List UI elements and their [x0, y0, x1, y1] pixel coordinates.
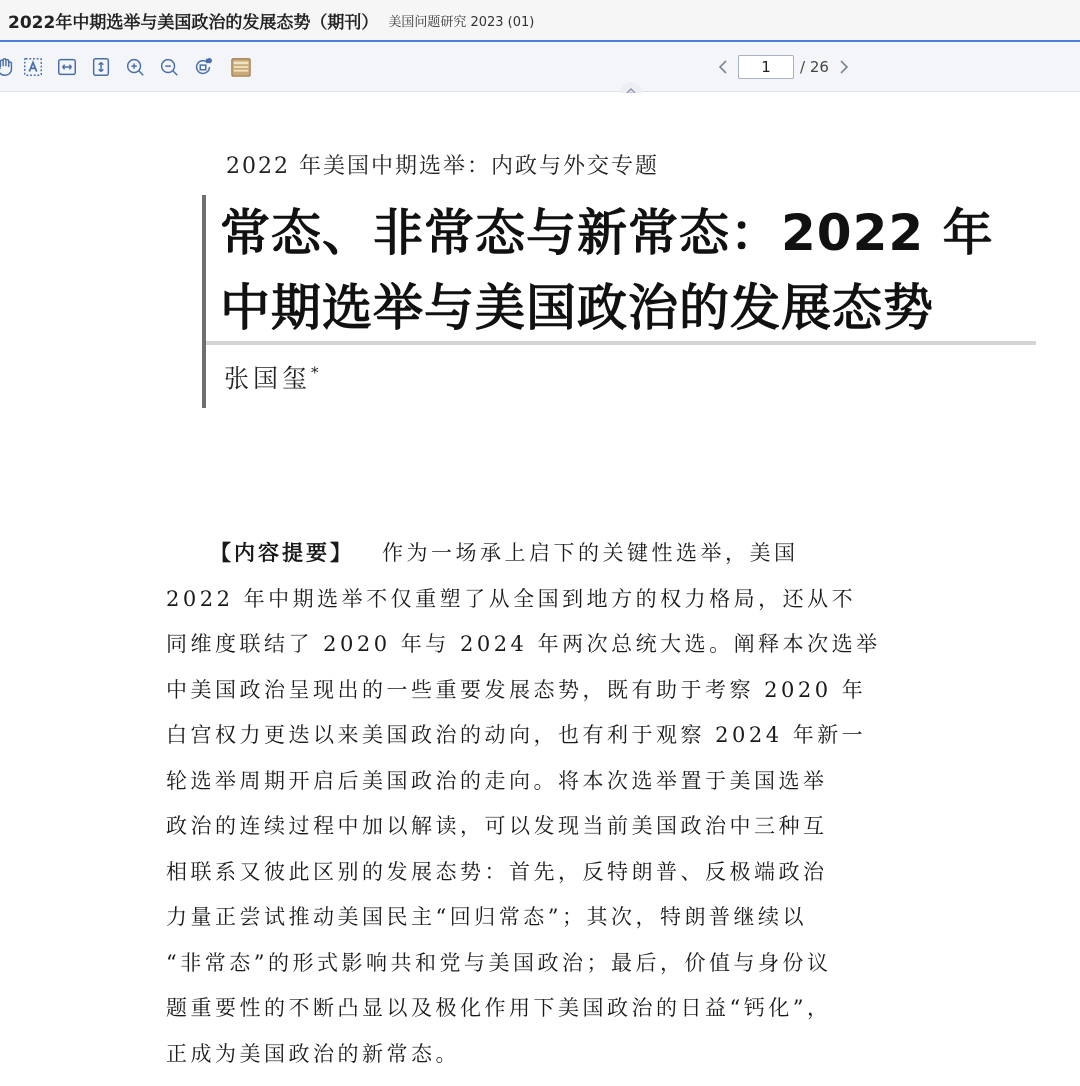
- article-title-line-2: 中期选举与美国政治的发展态势: [220, 279, 934, 337]
- abstract-line: 政治的连续过程中加以解读，可以发现当前美国政治中三种互: [166, 814, 828, 838]
- abstract-line: 中美国政治呈现出的一些重要发展态势，既有助于考察 2020 年: [166, 677, 867, 702]
- article-title-line-1: 常态、非常态与新常态：2022 年: [220, 204, 994, 262]
- fit-height-icon[interactable]: [88, 54, 114, 80]
- page-total-label: / 26: [800, 58, 829, 76]
- document-page: [0, 93, 1080, 1086]
- abstract-line: 题重要性的不断凸显以及极化作用下美国政治的日益“钙化”，: [166, 996, 832, 1020]
- window-titlebar: [0, 0, 1080, 42]
- author-line: [224, 359, 319, 395]
- abstract-line: “非常态”的形式影响共和党与美国政治；最后，价值与身份议: [166, 950, 832, 975]
- text-select-icon[interactable]: [20, 54, 46, 80]
- abstract-line: 同维度联结了 2020 年与 2024 年两次总统大选。阐释本次选举: [166, 632, 881, 656]
- abstract-text: 作为一场承上启下的关键性选举，美国: [382, 541, 799, 565]
- abstract-line: 力量正尝试推动美国民主“回归常态”；其次，特朗普继续以: [166, 905, 807, 929]
- abstract-line: 2022 年中期选举不仅重塑了从全国到地方的权力格局，还从不: [166, 586, 857, 611]
- author-name: 张国玺: [224, 364, 312, 393]
- abstract-line: 白宫权力更迭以来美国政治的动向，也有利于观察 2024 年新一: [166, 723, 867, 747]
- abstract-line: 正成为美国政治的新常态。: [166, 1041, 460, 1066]
- zoom-in-icon[interactable]: [122, 54, 148, 80]
- author-footnote-mark: *: [311, 363, 319, 382]
- title-left-bar: [202, 195, 206, 408]
- zoom-out-icon[interactable]: [156, 54, 182, 80]
- page-navigator: [714, 52, 853, 82]
- abstract: [166, 531, 881, 1077]
- page-number-input[interactable]: [738, 55, 794, 79]
- book-icon[interactable]: [228, 54, 254, 80]
- window-subtitle: 美国问题研究 2023 (01): [388, 14, 535, 30]
- abstract-line: 相联系又彼此区别的发展态势：首先，反特朗普、反极端政治: [166, 859, 828, 884]
- chevron-left-icon[interactable]: [714, 57, 732, 77]
- hand-icon[interactable]: [0, 54, 18, 80]
- title-rule: [206, 341, 1036, 345]
- viewer-toolbar: [0, 42, 1080, 92]
- series-heading: 2022 年美国中期选举：内政与外交专题: [226, 154, 659, 179]
- chevron-right-icon[interactable]: [835, 57, 853, 77]
- abstract-label: 【内容提要】: [210, 541, 354, 565]
- abstract-line: [166, 531, 881, 577]
- abstract-line: 轮选举周期开启后美国政治的走向。将本次选举置于美国选举: [166, 768, 828, 793]
- rotate-icon[interactable]: [190, 54, 216, 80]
- fit-width-icon[interactable]: [54, 54, 80, 80]
- window-title: 2022年中期选举与美国政治的发展态势（期刊）: [8, 12, 379, 33]
